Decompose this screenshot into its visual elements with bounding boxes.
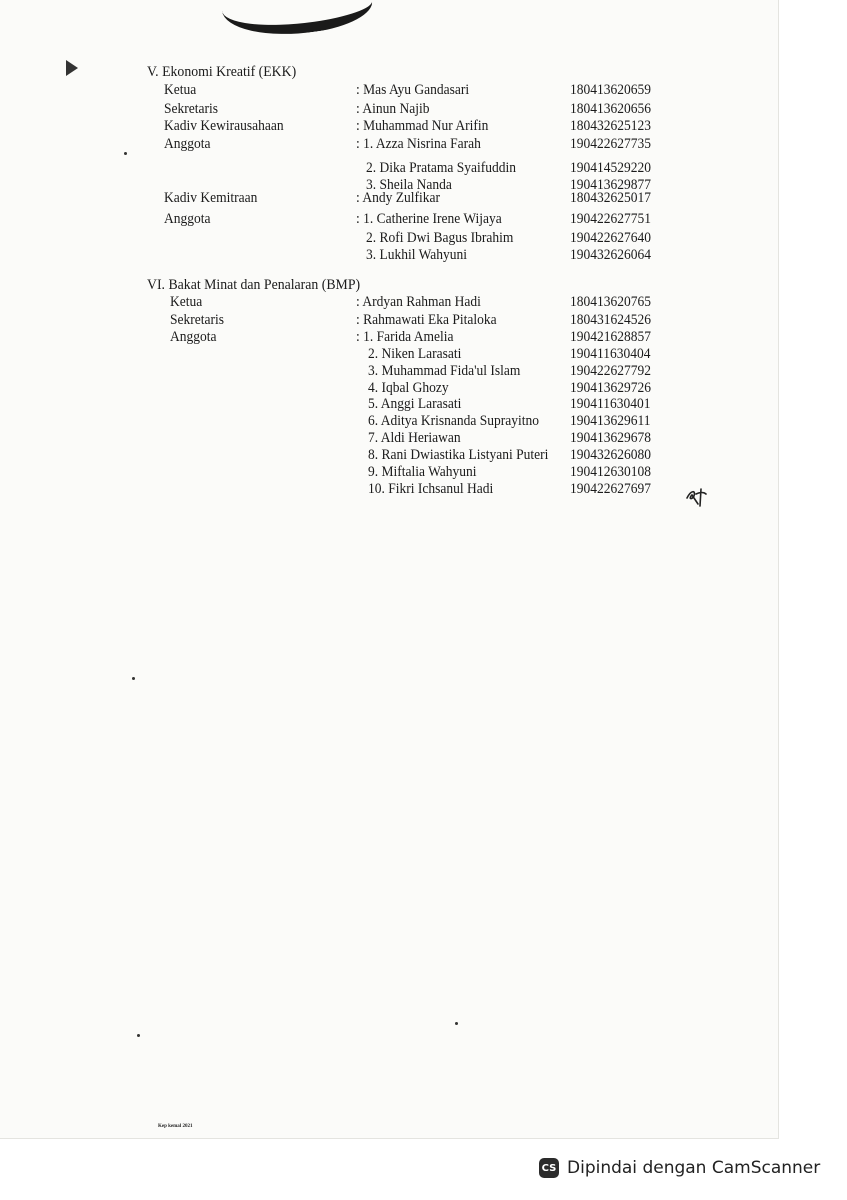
member-row — [0, 294, 778, 312]
member-role: Sekretaris — [164, 101, 218, 117]
member-nim: 190413629678 — [570, 430, 651, 446]
member-name: 2. Niken Larasati — [368, 346, 462, 362]
member-name: 4. Iqbal Ghozy — [368, 380, 449, 396]
member-name: : Rahmawati Eka Pitaloka — [356, 312, 497, 328]
member-row — [0, 464, 778, 482]
member-role: Anggota — [164, 211, 211, 227]
member-name: 3. Muhammad Fida'ul Islam — [368, 363, 521, 379]
member-name: : Mas Ayu Gandasari — [356, 82, 470, 98]
member-nim: 190422627697 — [570, 481, 651, 497]
member-row — [0, 346, 778, 364]
member-nim: 190432626064 — [570, 247, 651, 263]
member-name: 2. Rofi Dwi Bagus Ibrahim — [366, 230, 514, 246]
member-row — [0, 481, 778, 499]
member-name: : 1. Catherine Irene Wijaya — [356, 211, 502, 227]
member-nim: 190412630108 — [570, 464, 651, 480]
member-row — [0, 101, 778, 119]
member-nim: 190422627792 — [570, 363, 651, 379]
member-name: : 1. Azza Nisrina Farah — [356, 136, 481, 152]
member-nim: 190422627751 — [570, 211, 651, 227]
member-role: Sekretaris — [170, 312, 224, 328]
member-nim: 180432625017 — [570, 190, 651, 206]
member-name: : Andy Zulfikar — [356, 190, 440, 206]
scan-artifact-triangle — [66, 60, 78, 76]
member-nim: 190422627640 — [570, 230, 651, 246]
member-row — [0, 447, 778, 465]
member-row — [0, 82, 778, 100]
member-name: 10. Fikri Ichsanul Hadi — [368, 481, 494, 497]
member-role: Ketua — [164, 82, 197, 98]
member-nim: 190413629611 — [570, 413, 651, 429]
member-nim: 180432625123 — [570, 118, 651, 134]
member-name: : Ardyan Rahman Hadi — [356, 294, 481, 310]
member-row — [0, 190, 778, 208]
member-row — [0, 363, 778, 381]
member-nim: 180413620659 — [570, 82, 651, 98]
member-nim: 190414529220 — [570, 160, 651, 176]
member-row — [0, 329, 778, 347]
member-name: : Muhammad Nur Arifin — [356, 118, 489, 134]
member-nim: 190422627735 — [570, 136, 651, 152]
footer-note: Kep kemal 2021 — [158, 1124, 193, 1129]
member-name: 2. Dika Pratama Syaifuddin — [366, 160, 516, 176]
member-name: 9. Miftalia Wahyuni — [368, 464, 477, 480]
member-nim: 190413629726 — [570, 380, 651, 396]
member-row — [0, 160, 778, 178]
scan-speck — [137, 1034, 140, 1037]
member-name: 3. Sheila Nanda — [366, 177, 452, 193]
member-row — [0, 413, 778, 431]
watermark-text: Dipindai dengan CamScanner — [567, 1158, 821, 1178]
member-name: 6. Aditya Krisnanda Suprayitno — [368, 413, 539, 429]
scan-artifact-arc — [219, 0, 375, 44]
member-role: Anggota — [164, 136, 211, 152]
member-row — [0, 118, 778, 136]
member-name: 5. Anggi Larasati — [368, 396, 462, 412]
member-nim: 190421628857 — [570, 329, 651, 345]
member-nim: 190413629877 — [570, 177, 651, 193]
member-name: : Ainun Najib — [356, 101, 430, 117]
member-row — [0, 230, 778, 248]
member-name: : 1. Farida Amelia — [356, 329, 454, 345]
section-title: VI. Bakat Minat dan Penalaran (BMP) — [147, 277, 361, 293]
member-nim: 190411630404 — [570, 346, 651, 362]
member-nim: 180431624526 — [570, 312, 651, 328]
handwritten-initials — [684, 486, 712, 508]
member-row — [0, 430, 778, 448]
member-row — [0, 136, 778, 154]
member-nim: 190432626080 — [570, 447, 651, 463]
member-nim: 180413620656 — [570, 101, 651, 117]
section-title: V. Ekonomi Kreatif (EKK) — [147, 64, 297, 80]
member-name: 7. Aldi Heriawan — [368, 430, 461, 446]
member-row — [0, 396, 778, 414]
member-role: Kadiv Kewirausahaan — [164, 118, 284, 134]
camscanner-logo-icon: CS — [539, 1158, 559, 1178]
member-row — [0, 312, 778, 330]
member-nim: 190411630401 — [570, 396, 651, 412]
member-name: 8. Rani Dwiastika Listyani Puteri — [368, 447, 549, 463]
member-role: Ketua — [170, 294, 203, 310]
scan-speck — [455, 1022, 458, 1025]
member-row — [0, 247, 778, 265]
scan-speck — [132, 677, 135, 680]
camscanner-watermark — [522, 1152, 832, 1184]
member-nim: 180413620765 — [570, 294, 651, 310]
member-row — [0, 211, 778, 229]
member-name: 3. Lukhil Wahyuni — [366, 247, 468, 263]
member-role: Anggota — [170, 329, 217, 345]
member-role: Kadiv Kemitraan — [164, 190, 258, 206]
